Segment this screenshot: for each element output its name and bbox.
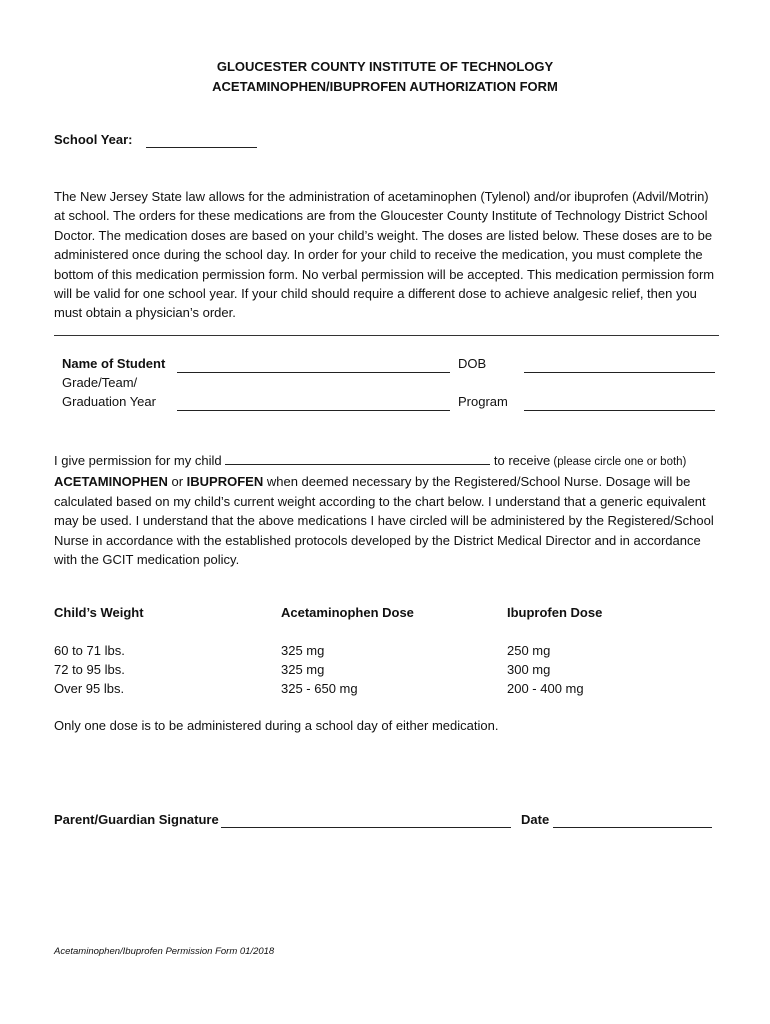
grade-graduation-field[interactable]: [177, 410, 450, 411]
acetaminophen-header: Acetaminophen Dose: [281, 605, 414, 620]
weight-row-3: Over 95 lbs.: [54, 681, 125, 696]
ibuprofen-row-3: 200 - 400 mg: [507, 681, 584, 696]
parent-signature-field[interactable]: [221, 827, 511, 828]
weight-header: Child’s Weight: [54, 605, 144, 620]
student-name-label: Name of Student: [62, 356, 166, 371]
ibuprofen-header: Ibuprofen Dose: [507, 605, 603, 620]
dob-label: DOB: [458, 356, 487, 371]
school-name-heading: GLOUCESTER COUNTY INSTITUTE OF TECHNOLOGY: [216, 59, 554, 74]
ibuprofen-row-1: 250 mg: [507, 643, 551, 658]
school-year-field[interactable]: [146, 147, 257, 148]
date-field[interactable]: [553, 827, 712, 828]
student-name-field[interactable]: [177, 372, 450, 373]
permission-prefix: I give permission for my child: [54, 453, 222, 468]
section-divider: [54, 335, 719, 336]
acetaminophen-row-1: 325 mg: [281, 643, 325, 658]
child-name-field[interactable]: [225, 452, 490, 465]
or-text: or: [167, 474, 187, 490]
ibuprofen-option[interactable]: IBUPROFEN: [186, 474, 264, 490]
form-title-heading: ACETAMINOPHEN/IBUPROFEN AUTHORIZATION FORM: [212, 79, 558, 94]
dose-note: Only one dose is to be administered during a school day of either medication.: [54, 718, 499, 733]
intro-paragraph: The New Jersey State law allows for the administration of acetaminophen (Tylenol) and/or ibuprofen (Advil/Motrin) at school. The orders for these medications are from the Gloucester County Institute of Technology District School Doctor. The medication doses are based on your child’s weight. The doses are listed below. These doses are to be administered once during the school day. In order for your child to receive the medication, you must complete the bottom of this medication permission form. No verbal permission will be accepted. This medication permission form will be valid for one school year. If your child should require a different dose to achieve analgesic relief, then you must obtain a physician’s order.: [54, 189, 715, 321]
ibuprofen-row-2: 300 mg: [507, 662, 551, 677]
permission-paragraph: [54, 451, 718, 569]
program-label: Program: [458, 394, 508, 409]
parent-signature-label: Parent/Guardian Signature: [54, 812, 219, 827]
date-label: Date: [521, 812, 550, 827]
form-footer: Acetaminophen/Ibuprofen Permission Form 01/2018: [54, 946, 275, 957]
weight-row-1: 60 to 71 lbs.: [54, 643, 125, 658]
acetaminophen-option[interactable]: ACETAMINOPHEN: [54, 474, 168, 490]
permission-body: when deemed necessary by the Registered/School Nurse. Dosage will be calculated based on my child’s current weight according to the chart below. I understand that a generic equivalent may be used. I understand that the above medications I have circled will be administered by the Registered/School Nurse in accordance with the established protocols developed by the District Medical Director and in accordance with the GCIT medication policy.: [54, 474, 714, 568]
school-year-label: School Year:: [54, 132, 133, 147]
to-receive-text: to receive: [490, 453, 551, 468]
graduation-year-label: Graduation Year: [62, 394, 156, 409]
dob-field[interactable]: [524, 372, 715, 373]
acetaminophen-row-2: 325 mg: [281, 662, 325, 677]
acetaminophen-row-3: 325 - 650 mg: [281, 681, 358, 696]
circle-note: (please circle one or both): [550, 456, 687, 468]
grade-team-label: Grade/Team/: [62, 375, 138, 390]
weight-row-2: 72 to 95 lbs.: [54, 662, 125, 677]
program-field[interactable]: [524, 410, 715, 411]
